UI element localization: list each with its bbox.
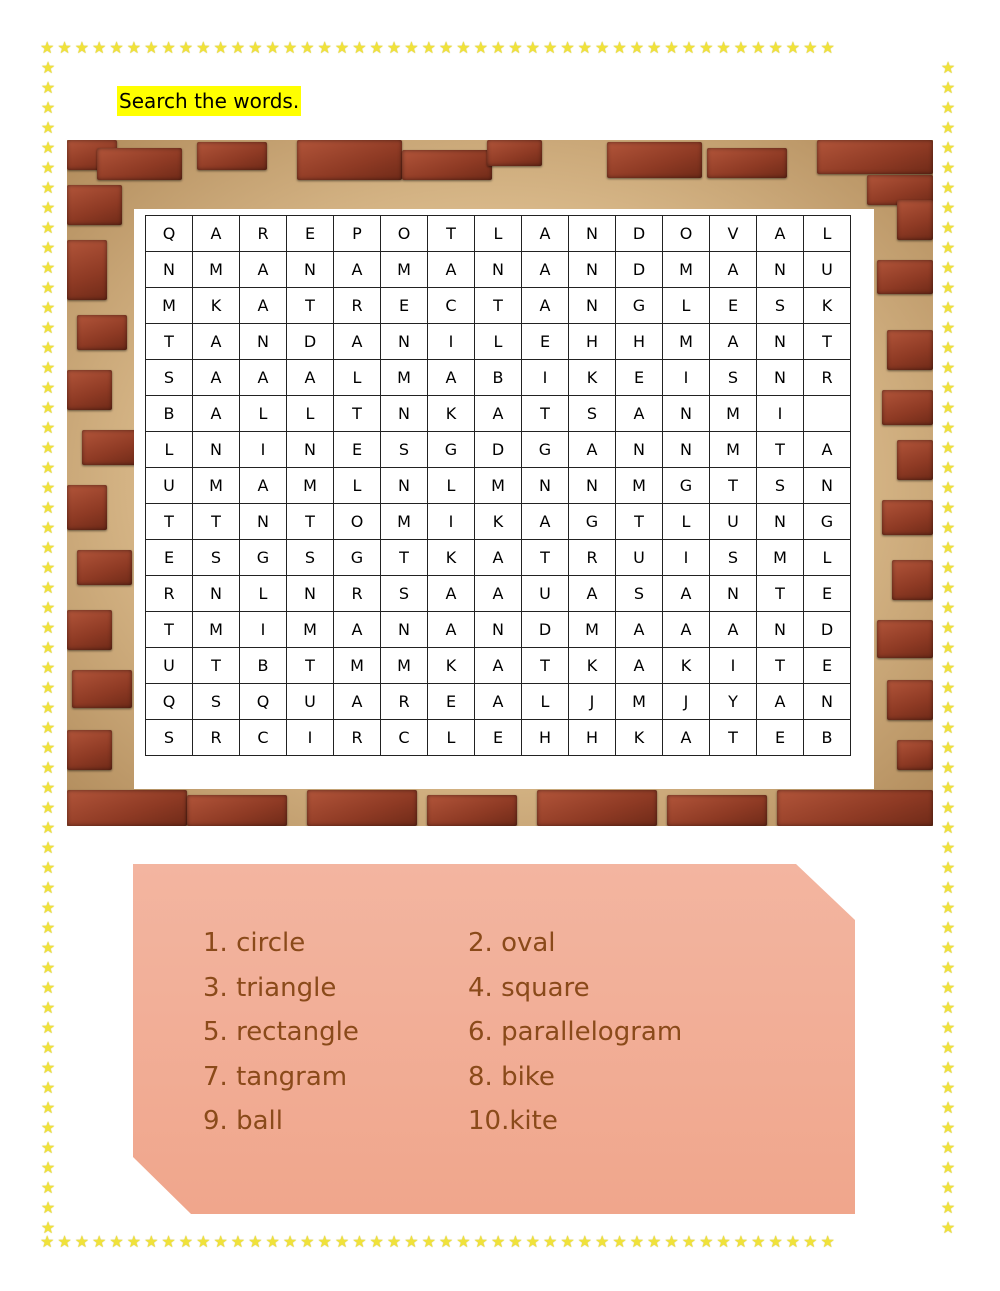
word-list-item: 4. square [468,972,590,1003]
grid-cell[interactable]: T [334,396,381,432]
grid-cell[interactable]: T [287,504,334,540]
grid-cell[interactable]: U [804,252,851,288]
word-list-item: 1. circle [203,928,306,958]
grid-row [146,720,851,756]
grid-cell[interactable]: S [287,540,334,576]
grid-cell[interactable]: N [569,288,616,324]
grid-cell[interactable]: R [334,288,381,324]
grid-cell[interactable]: T [475,288,522,324]
grid-cell[interactable]: I [428,504,475,540]
grid-cell[interactable]: E [522,324,569,360]
grid-cell[interactable]: A [522,216,569,252]
grid-cell[interactable]: U [522,576,569,612]
brick [877,620,933,658]
grid-cell[interactable]: O [381,216,428,252]
brick [897,200,933,240]
grid-cell[interactable]: A [428,612,475,648]
grid-cell[interactable]: A [428,252,475,288]
grid-cell[interactable]: D [522,612,569,648]
grid-cell[interactable]: E [804,576,851,612]
grid-row [146,576,851,612]
grid-cell[interactable]: A [569,576,616,612]
word-list-item: 9. ball [203,1106,283,1136]
grid-cell[interactable]: M [569,612,616,648]
grid-cell[interactable]: G [240,540,287,576]
grid-cell[interactable]: T [381,540,428,576]
grid-cell[interactable]: S [757,288,804,324]
grid-cell[interactable]: T [710,468,757,504]
grid-cell[interactable]: A [710,252,757,288]
grid-cell[interactable]: B [804,720,851,756]
grid-row [146,684,851,720]
grid-cell[interactable]: N [569,468,616,504]
brick [777,790,933,826]
grid-row [146,432,851,468]
grid-cell[interactable]: A [475,576,522,612]
grid-cell[interactable]: A [663,612,710,648]
brick [667,795,767,826]
grid-cell[interactable]: S [569,396,616,432]
grid-cell[interactable]: E [334,432,381,468]
grid-cell[interactable]: M [381,360,428,396]
grid-cell[interactable]: M [616,684,663,720]
grid-cell[interactable]: G [804,504,851,540]
grid-cell[interactable]: A [663,576,710,612]
grid-row [146,540,851,576]
grid-cell[interactable]: S [146,720,193,756]
grid-row [146,360,851,396]
grid-cell[interactable]: E [710,288,757,324]
grid-cell[interactable]: O [663,216,710,252]
grid-cell[interactable]: T [710,720,757,756]
grid-cell[interactable]: A [475,648,522,684]
brick [72,670,132,708]
grid-cell[interactable]: E [287,216,334,252]
grid-cell[interactable]: S [193,540,240,576]
grid-cell[interactable]: O [334,504,381,540]
brick [537,790,657,826]
grid-cell[interactable]: J [663,684,710,720]
grid-cell[interactable]: G [569,504,616,540]
grid-cell[interactable]: K [616,720,663,756]
grid-cell[interactable]: E [804,648,851,684]
grid-cell[interactable]: M [616,468,663,504]
grid-cell[interactable]: L [240,576,287,612]
grid-cell[interactable]: N [663,432,710,468]
grid-cell[interactable]: G [428,432,475,468]
grid-cell[interactable]: K [428,396,475,432]
grid-cell[interactable]: L [287,396,334,432]
grid-cell[interactable]: A [710,324,757,360]
grid-cell[interactable]: K [663,648,710,684]
star-border-left: ★ ★ ★ ★ ★ ★ ★ ★ ★ ★ ★ ★ ★ ★ ★ ★ ★ ★ ★ ★ ★ ★ ★ ★ ★ ★ ★ ★ ★ ★ ★ ★ ★ ★ ★ ★ ★ ★ ★ ★ ★ ★ ★ ★ ★ ★ ★ ★ ★ ★ ★ ★ ★ ★ ★ ★ ★ ★ ★ [40,58,56,1237]
star-border-bottom: ★★★★★★★★★★★★★★★★★★★★★★★★★★★★★★★★★★★★★★★★★★★★★★ [40,1232,838,1251]
grid-cell[interactable] [804,396,851,432]
grid-row [146,612,851,648]
grid-cell[interactable]: L [428,720,475,756]
grid-cell[interactable]: C [240,720,287,756]
grid-cell[interactable]: K [428,648,475,684]
grid-cell[interactable]: M [334,648,381,684]
grid-cell[interactable]: N [757,504,804,540]
grid-cell[interactable]: K [428,540,475,576]
brick [197,142,267,170]
grid-cell[interactable]: T [428,216,475,252]
grid-cell[interactable]: A [569,432,616,468]
grid-cell[interactable]: M [381,504,428,540]
brick [67,370,112,410]
grid-cell[interactable]: R [569,540,616,576]
brick [67,730,112,770]
grid-cell[interactable]: A [193,396,240,432]
grid-row [146,324,851,360]
grid-cell[interactable]: E [428,684,475,720]
page-title: Search the words. [117,86,301,116]
grid-cell[interactable]: E [616,360,663,396]
grid-cell[interactable]: T [616,504,663,540]
grid-cell[interactable]: R [146,576,193,612]
grid-cell[interactable]: I [240,432,287,468]
grid-row [146,396,851,432]
brick [402,150,492,180]
brick [297,140,402,180]
grid-cell[interactable]: A [334,324,381,360]
grid-cell[interactable]: T [193,648,240,684]
grid-cell[interactable]: N [193,432,240,468]
grid-cell[interactable]: E [475,720,522,756]
grid-cell[interactable]: S [710,360,757,396]
grid-cell[interactable]: R [381,684,428,720]
grid-cell[interactable]: N [757,324,804,360]
word-search-grid [145,215,851,756]
grid-cell[interactable]: K [569,648,616,684]
grid-cell[interactable]: U [616,540,663,576]
grid-cell[interactable]: U [146,468,193,504]
grid-cell[interactable]: L [475,216,522,252]
grid-cell[interactable]: S [616,576,663,612]
grid-cell[interactable]: H [569,324,616,360]
grid-cell[interactable]: A [522,504,569,540]
grid-cell[interactable]: D [475,432,522,468]
brick [897,440,933,480]
grid-cell[interactable]: C [381,720,428,756]
grid-cell[interactable]: A [240,252,287,288]
grid-cell[interactable]: R [334,720,381,756]
grid-cell[interactable]: A [757,216,804,252]
brick [67,790,187,826]
brick [82,430,137,465]
grid-cell[interactable]: A [475,684,522,720]
grid-row [146,648,851,684]
grid-cell[interactable]: M [193,612,240,648]
brick [882,500,933,535]
grid-cell[interactable]: T [522,540,569,576]
grid-cell[interactable]: A [334,252,381,288]
grid-cell[interactable]: T [522,396,569,432]
grid-cell[interactable]: D [287,324,334,360]
grid-cell[interactable]: M [475,468,522,504]
grid-cell[interactable]: C [428,288,475,324]
grid-cell[interactable]: M [381,648,428,684]
brick [77,315,127,350]
grid-cell[interactable]: A [475,396,522,432]
grid-cell[interactable]: L [522,684,569,720]
grid-cell[interactable]: Q [146,216,193,252]
grid-cell[interactable]: A [522,288,569,324]
grid-cell[interactable]: T [757,432,804,468]
grid-cell[interactable]: S [381,432,428,468]
grid-cell[interactable]: N [240,324,287,360]
grid-cell[interactable]: L [663,288,710,324]
grid-cell[interactable]: L [334,468,381,504]
grid-cell[interactable]: R [804,360,851,396]
grid-cell[interactable]: M [710,432,757,468]
brick [607,142,702,178]
grid-cell[interactable]: Q [146,684,193,720]
grid-cell[interactable]: N [287,576,334,612]
grid-cell[interactable]: K [569,360,616,396]
grid-cell[interactable]: Y [710,684,757,720]
grid-cell[interactable]: L [475,324,522,360]
grid-cell[interactable]: H [522,720,569,756]
grid-cell[interactable]: R [193,720,240,756]
grid-cell[interactable]: M [757,540,804,576]
word-list-item: 3. triangle [203,972,337,1003]
grid-cell[interactable]: G [616,288,663,324]
grid-cell[interactable]: L [240,396,287,432]
brick [187,795,287,826]
grid-cell[interactable]: A [428,360,475,396]
grid-cell[interactable]: I [428,324,475,360]
grid-cell[interactable]: S [710,540,757,576]
grid-cell[interactable]: K [804,288,851,324]
brick [887,330,933,370]
grid-cell[interactable]: M [193,468,240,504]
grid-cell[interactable]: N [287,432,334,468]
grid-cell[interactable]: M [287,612,334,648]
grid-cell[interactable]: A [334,684,381,720]
word-list-item: 5. rectangle [203,1017,359,1047]
brick [97,148,182,180]
brick [67,485,107,530]
grid-cell[interactable]: A [475,540,522,576]
grid-cell[interactable]: U [287,684,334,720]
grid-cell[interactable]: N [240,504,287,540]
grid-cell[interactable]: N [146,252,193,288]
grid-cell[interactable]: R [240,216,287,252]
grid-cell[interactable]: N [475,252,522,288]
grid-cell[interactable]: A [616,396,663,432]
star-border-top: ★★★★★★★★★★★★★★★★★★★★★★★★★★★★★★★★★★★★★★★★★★★★★★ [40,38,838,57]
grid-cell[interactable]: E [757,720,804,756]
grid-cell[interactable]: N [381,468,428,504]
grid-cell[interactable]: D [616,216,663,252]
grid-cell[interactable]: K [193,288,240,324]
grid-cell[interactable]: A [663,720,710,756]
grid-row [146,504,851,540]
grid-cell[interactable]: D [616,252,663,288]
grid-cell[interactable]: I [287,720,334,756]
grid-cell[interactable]: L [146,432,193,468]
grid-cell[interactable]: I [663,540,710,576]
word-list-item: 8. bike [468,1061,555,1092]
grid-cell[interactable]: G [334,540,381,576]
grid-cell[interactable]: A [287,360,334,396]
word-list-item: 10.kite [468,1106,558,1136]
word-list-item: 7. tangram [203,1061,348,1092]
grid-cell[interactable]: M [663,252,710,288]
grid-cell[interactable]: N [193,576,240,612]
grid-cell[interactable]: A [616,612,663,648]
grid-cell[interactable]: N [522,468,569,504]
word-list-item: 6. parallelogram [468,1017,683,1047]
grid-cell[interactable]: L [804,540,851,576]
grid-cell[interactable]: L [804,216,851,252]
grid-cell[interactable]: T [193,504,240,540]
brick [77,550,132,585]
grid-cell[interactable]: A [193,360,240,396]
grid-cell[interactable]: N [287,252,334,288]
grid-cell[interactable]: N [381,612,428,648]
grid-cell[interactable]: L [334,360,381,396]
grid-cell[interactable]: H [616,324,663,360]
grid-cell[interactable]: R [334,576,381,612]
grid-cell[interactable]: T [757,648,804,684]
grid-cell[interactable]: A [616,648,663,684]
grid-cell[interactable]: D [804,612,851,648]
grid-cell[interactable]: A [804,432,851,468]
grid-cell[interactable]: B [240,648,287,684]
grid-row [146,288,851,324]
word-list-item: 2. oval [468,928,556,958]
grid-cell[interactable]: I [522,360,569,396]
brick [892,560,933,600]
grid-cell[interactable]: N [569,252,616,288]
grid-cell[interactable]: N [757,612,804,648]
brick [897,740,933,770]
brick [887,680,933,720]
grid-cell[interactable]: A [334,612,381,648]
grid-cell[interactable]: A [522,252,569,288]
grid-cell[interactable]: N [757,252,804,288]
grid-cell[interactable]: H [569,720,616,756]
grid-cell[interactable]: N [381,324,428,360]
grid-cell[interactable]: G [522,432,569,468]
grid-cell[interactable]: N [663,396,710,432]
brick [67,610,112,650]
brick [882,390,933,425]
grid-cell[interactable]: A [428,576,475,612]
grid-cell[interactable]: Q [240,684,287,720]
grid-cell[interactable]: B [146,396,193,432]
grid-cell[interactable]: E [146,540,193,576]
brick [67,240,107,300]
grid-cell[interactable]: I [663,360,710,396]
grid-cell[interactable]: T [522,648,569,684]
grid-cell[interactable]: K [475,504,522,540]
grid-cell[interactable]: M [663,324,710,360]
grid-cell[interactable]: M [710,396,757,432]
grid-cell[interactable]: A [240,288,287,324]
grid-cell[interactable]: A [757,684,804,720]
brick [67,185,122,225]
grid-row [146,252,851,288]
grid-cell[interactable]: S [146,360,193,396]
grid-cell[interactable]: M [287,468,334,504]
grid-cell[interactable]: V [710,216,757,252]
grid-cell[interactable]: T [146,324,193,360]
grid-cell[interactable]: M [381,252,428,288]
grid-cell[interactable]: N [569,216,616,252]
brick [877,260,933,294]
brick [427,795,517,826]
grid-cell[interactable]: S [381,576,428,612]
grid-cell[interactable]: N [804,684,851,720]
star-border-right: ★ ★ ★ ★ ★ ★ ★ ★ ★ ★ ★ ★ ★ ★ ★ ★ ★ ★ ★ ★ ★ ★ ★ ★ ★ ★ ★ ★ ★ ★ ★ ★ ★ ★ ★ ★ ★ ★ ★ ★ ★ ★ ★ ★ ★ ★ ★ ★ ★ ★ ★ ★ ★ ★ ★ ★ ★ ★ ★ [940,58,956,1237]
grid-cell[interactable]: T [287,288,334,324]
grid-cell[interactable]: A [193,216,240,252]
brick [707,148,787,178]
grid-cell[interactable]: A [710,612,757,648]
grid-cell[interactable]: M [146,288,193,324]
brick [307,790,417,826]
grid-cell[interactable]: T [146,612,193,648]
grid-cell[interactable]: M [193,252,240,288]
grid-cell[interactable]: A [240,468,287,504]
grid-cell[interactable]: G [663,468,710,504]
grid-cell[interactable]: L [663,504,710,540]
brick [487,140,542,166]
grid-row [146,216,851,252]
grid-cell[interactable]: B [475,360,522,396]
grid-cell[interactable]: T [146,504,193,540]
grid-cell[interactable]: I [240,612,287,648]
grid-row [146,468,851,504]
grid-cell[interactable]: I [710,648,757,684]
grid-cell[interactable]: T [287,648,334,684]
grid-cell[interactable]: E [381,288,428,324]
grid-cell[interactable]: U [146,648,193,684]
grid-cell[interactable]: U [710,504,757,540]
brick [817,140,933,174]
grid-cell[interactable]: N [475,612,522,648]
grid-cell[interactable]: N [710,576,757,612]
grid-cell[interactable]: N [381,396,428,432]
grid-cell[interactable]: L [428,468,475,504]
grid-cell[interactable]: N [804,468,851,504]
grid-cell[interactable]: A [193,324,240,360]
grid-cell[interactable]: N [616,432,663,468]
grid-cell[interactable]: S [757,468,804,504]
grid-cell[interactable]: S [193,684,240,720]
grid-cell[interactable]: J [569,684,616,720]
grid-cell[interactable]: T [757,576,804,612]
grid-cell[interactable]: I [757,396,804,432]
grid-cell[interactable]: A [240,360,287,396]
grid-cell[interactable]: P [334,216,381,252]
grid-cell[interactable]: N [757,360,804,396]
grid-cell[interactable]: T [804,324,851,360]
